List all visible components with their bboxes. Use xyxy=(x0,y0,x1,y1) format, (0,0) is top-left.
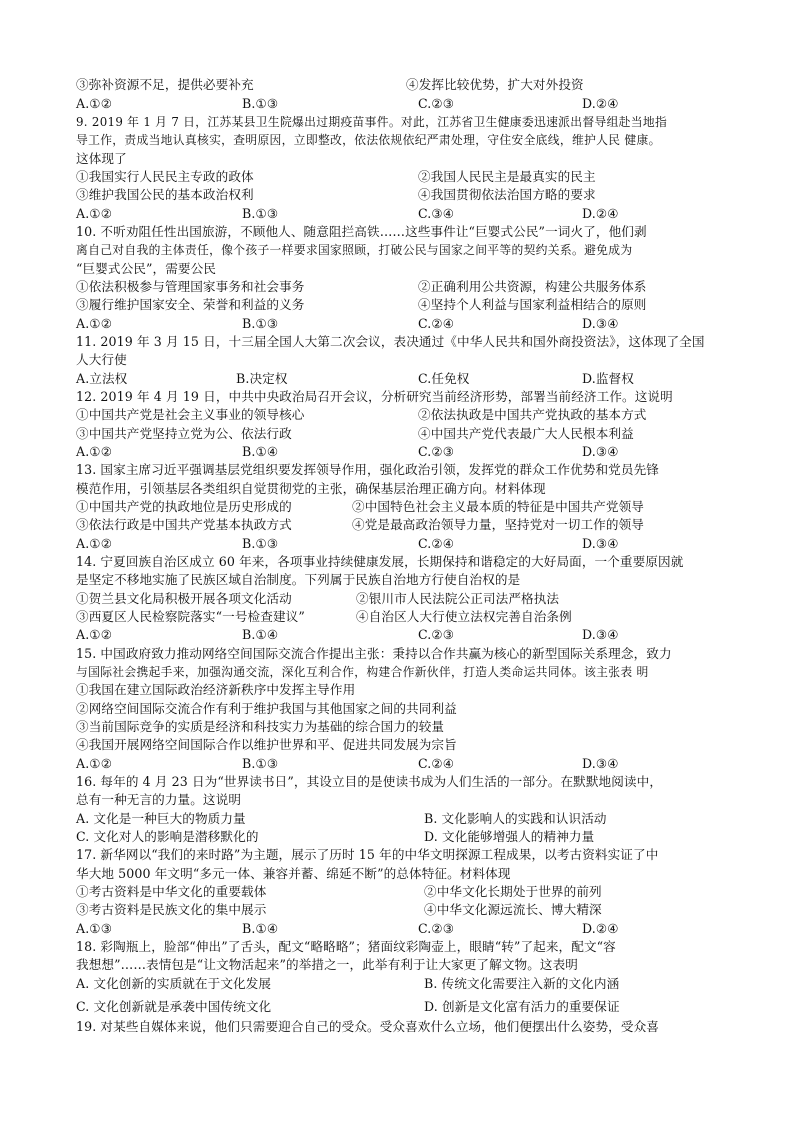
q14-choice-d: D.③④ xyxy=(582,627,619,642)
q9-option-4: ④我国贯彻依法治国方略的要求 xyxy=(418,187,596,202)
q15-choice-a: A.①② xyxy=(76,756,113,771)
q14-choice-a: A.①② xyxy=(76,627,113,642)
q16-stem-1: 16. 每年的 4 月 23 日为“世界读书日”，其设立目的是使读书成为人们生活的一部分。在默默地阅读中， xyxy=(76,774,663,789)
q9-choice-a: A.①② xyxy=(76,206,113,221)
q17-option-2: ②中华文化长期处于世界的前列 xyxy=(424,884,602,899)
q16-option-c: C. 文化对人的影响是潜移默化的 xyxy=(76,829,259,844)
q11-choice-c: C.任免权 xyxy=(418,371,470,386)
q8-choice-a: A.①② xyxy=(76,96,113,111)
q14-option-4: ④自治区人大行使立法权完善自治条例 xyxy=(356,609,572,624)
q15-option-1: ①我国在建立国际政治经济新秩序中发挥主导作用 xyxy=(76,682,356,697)
q10-option-3: ③履行维护国家安全、荣誉和利益的义务 xyxy=(76,297,305,312)
q11-choice-b: B.决定权 xyxy=(236,371,288,386)
q12-choice-d: D.③④ xyxy=(582,444,619,459)
q9-choice-b: B.①③ xyxy=(242,206,279,221)
q11-stem-2: 人大行使 xyxy=(76,352,127,367)
q17-choice-a: A.①③ xyxy=(76,921,113,936)
q14-choice-b: B.①④ xyxy=(242,627,279,642)
q15-option-2: ②网络空间国际交流合作有利于维护我国与其他国家之间的共同利益 xyxy=(76,701,457,716)
q18-stem-1: 18. 彩陶瓶上，脸部“伸出”了舌头，配文“略略略”；猪面纹彩陶壶上，眼睛“转”了起来，配文“容 xyxy=(76,939,616,954)
q13-choice-c: C.②④ xyxy=(418,536,455,551)
q8-option-3: ③弥补资源不足，提供必要补充 xyxy=(76,77,254,92)
q15-option-3: ③当前国际竞争的实质是经济和科技实力为基础的综合国力的较量 xyxy=(76,719,445,734)
q9-stem-3: 这体现了 xyxy=(76,151,127,166)
q9-option-1: ①我国实行人民民主专政的政体 xyxy=(76,169,254,184)
q13-option-1: ①中国共产党的执政地位是历史形成的 xyxy=(76,499,292,514)
q12-choice-c: C.②③ xyxy=(418,444,455,459)
q15-option-4: ④我国开展网络空间国际合作以维护世界和平、促进共同发展为宗旨 xyxy=(76,737,457,752)
q18-stem-2: 我想想”……表情包是“让文物活起来”的举措之一，此举有利于让大家更了解文物。这表明 xyxy=(76,957,578,972)
q14-choice-c: C.②③ xyxy=(418,627,455,642)
q17-choice-d: D.②④ xyxy=(582,921,619,936)
q8-choice-d: D.②④ xyxy=(582,96,619,111)
q8-choice-c: C.②③ xyxy=(418,96,455,111)
q18-option-d: D. 创新是文化富有活力的重要保证 xyxy=(424,999,620,1014)
q13-choice-b: B.①③ xyxy=(242,536,279,551)
q17-choice-c: C.②③ xyxy=(418,921,455,936)
q17-option-3: ③考古资料是民族文化的集中展示 xyxy=(76,902,267,917)
q13-option-4: ④党是最高政治领导力量，坚持党对一切工作的领导 xyxy=(352,517,644,532)
q13-stem-2: 模范作用，引领基层各类组织自觉贯彻党的主张，确保基层治理正确方向。材料体现 xyxy=(76,481,546,496)
q9-stem-2: 导工作，责成当地认真核实，查明原因，立即整改，依法依规依纪严肃处理，守住安全底线，维护人民 健康。 xyxy=(76,133,661,147)
q10-choice-b: B.①③ xyxy=(242,316,279,331)
q12-stem-1: 12. 2019 年 4 月 19 日，中共中央政治局召开会议，分析研究当前经济形势，部署当前经济工作。这说明 xyxy=(76,389,673,404)
q16-stem-2: 总有一种无言的力量。这说明 xyxy=(76,792,242,807)
q14-stem-1: 14. 宁夏回族自治区成立 60 年来，各项事业持续健康发展，长期保持和谐稳定的大好局面，一个重要原因就 xyxy=(76,554,684,569)
q12-option-4: ④中国共产党代表最广大人民根本利益 xyxy=(418,426,634,441)
q17-option-4: ④中华文化源远流长、博大精深 xyxy=(424,902,602,917)
q10-option-4: ④坚持个人利益与国家利益相结合的原则 xyxy=(418,297,647,312)
q13-choice-a: A.①② xyxy=(76,536,113,551)
q14-option-2: ②银川市人民法院公正司法严格执法 xyxy=(356,591,560,606)
q12-option-3: ③中国共产党坚持立党为公、依法行政 xyxy=(76,426,292,441)
q14-option-3: ③西夏区人民检察院落实“一号检查建议” xyxy=(76,609,305,624)
q12-choice-b: B.①④ xyxy=(242,444,279,459)
q12-option-1: ①中国共产党是社会主义事业的领导核心 xyxy=(76,407,305,422)
q10-stem-2: 离自己对自我的主体责任，像个孩子一样要求国家照顾，打破公民与国家之间平等的契约关系。避免成为 xyxy=(76,243,633,257)
q9-option-2: ②我国人民民主是最真实的民主 xyxy=(418,169,596,184)
q13-option-3: ③依法行政是中国共产党基本执政方式 xyxy=(76,517,292,532)
q9-choice-c: C.③④ xyxy=(418,206,455,221)
q8-option-4: ④发挥比较优势，扩大对外投资 xyxy=(406,77,584,92)
q16-option-d: D. 文化能够增强人的精神力量 xyxy=(424,829,595,844)
q15-stem-2: 与国际社会携起手来，加强沟通交流，深化互利合作，构建合作新伙伴，打造人类命运共同体。该主张表 明 xyxy=(76,665,649,679)
q15-choice-c: C.②④ xyxy=(418,756,455,771)
q10-choice-c: C.②④ xyxy=(418,316,455,331)
q15-choice-b: B.①③ xyxy=(242,756,279,771)
q17-option-1: ①考古资料是中华文化的重要载体 xyxy=(76,884,267,899)
q18-option-c: C. 文化创新就是承袭中国传统文化 xyxy=(76,999,272,1014)
q10-choice-d: D.③④ xyxy=(582,316,619,331)
q13-stem-1: 13. 国家主席习近平强调基层党组织要发挥领导作用，强化政治引领，发挥党的群众工作优势和党员先锋 xyxy=(76,462,659,477)
q9-option-3: ③维护我国公民的基本政治权利 xyxy=(76,187,254,202)
q9-choice-d: D.②④ xyxy=(582,206,619,221)
q10-option-1: ①依法积极参与管理国家事务和社会事务 xyxy=(76,279,305,294)
q12-option-2: ②依法执政是中国共产党执政的基本方式 xyxy=(418,407,647,422)
q17-stem-1: 17. 新华网以“我们的来时路”为主题，展示了历时 15 年的中华文明探源工程成果，以考古资料实证了中 xyxy=(76,847,659,862)
q8-choice-b: B.①③ xyxy=(242,96,279,111)
q14-option-1: ①贺兰县文化局积极开展各项文化活动 xyxy=(76,591,292,606)
q10-stem-1: 10. 不听劝阻任性出国旅游，不顾他人、随意阻拦高铁……这些事件让“巨婴式公民”一词火了，他们剥 xyxy=(76,224,647,239)
q13-option-2: ②中国特色社会主义最本质的特征是中国共产党领导 xyxy=(352,499,644,514)
q17-choice-b: B.①④ xyxy=(242,921,279,936)
q13-choice-d: D.③④ xyxy=(582,536,619,551)
q12-choice-a: A.①② xyxy=(76,444,113,459)
q11-choice-a: A.立法权 xyxy=(76,371,128,386)
q16-option-b: B. 文化影响人的实践和认识活动 xyxy=(424,811,607,826)
q18-option-a: A. 文化创新的实质就在于文化发展 xyxy=(76,976,272,991)
q14-stem-2: 是坚定不移地实施了民族区域自治制度。下列属于民族自治地方行使自治权的是 xyxy=(76,572,521,587)
q11-stem-1: 11. 2019 年 3 月 15 日，十三届全国人大第二次会议，表决通过《中华人民共和国外商投资法》，这体现了全国 xyxy=(76,334,705,349)
q10-choice-a: A.①② xyxy=(76,316,113,331)
q16-option-a: A. 文化是一种巨大的物质力量 xyxy=(76,811,246,826)
q11-choice-d: D.监督权 xyxy=(582,371,634,386)
q19-stem-1: 19. 对某些自媒体来说，他们只需要迎合自己的受众。受众喜欢什么立场，他们便摆出什么姿势，受众喜 xyxy=(76,1019,659,1034)
q18-option-b: B. 传统文化需要注入新的文化内涵 xyxy=(424,976,620,991)
q17-stem-2: 华大地 5000 年文明“多元一体、兼容并蓄、绵延不断”的总体特征。材料体现 xyxy=(76,866,511,881)
q15-stem-1: 15. 中国政府致力推动网络空间国际交流合作提出主张：秉持以合作共赢为核心的新型国际关系理念，致力 xyxy=(76,646,672,661)
q15-choice-d: D.③④ xyxy=(582,756,619,771)
q10-stem-3: “巨婴式公民”，需要公民 xyxy=(76,261,217,276)
q9-stem-1: 9. 2019 年 1 月 7 日，江苏某县卫生院爆出过期疫苗事件。对此，江苏省卫生健康委迅速派出督导组赴当地指 xyxy=(76,115,668,129)
q10-option-2: ②正确利用公共资源，构建公共服务体系 xyxy=(418,279,647,294)
